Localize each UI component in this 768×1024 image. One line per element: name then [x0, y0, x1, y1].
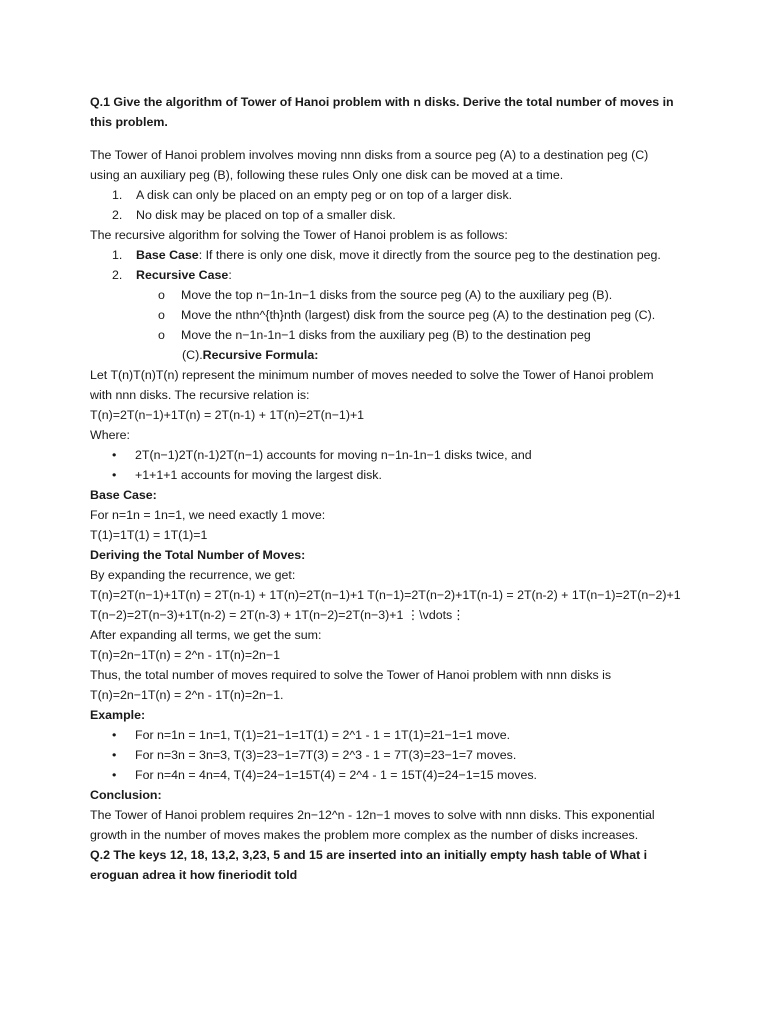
- list-item-text: For n=4n = 4n=4, T(4)=24−1=15T(4) = 2^4 - 1 = 15T(4)=24−1=15 moves.: [135, 768, 537, 782]
- example-heading: Example:: [90, 708, 146, 722]
- sub-step-1: [90, 285, 680, 305]
- sub-step-3: [90, 325, 680, 345]
- base-case-line1: For n=1n = 1n=1, we need exactly 1 move:: [90, 508, 326, 522]
- rule-number: 2.: [112, 208, 123, 222]
- list-item-text: +1+1+1 accounts for moving the largest disk.: [135, 468, 382, 482]
- base-case-text: : If there is only one disk, move it directly from the source peg to the destination peg.: [198, 248, 661, 262]
- deriving-line3: T(n−2)=2T(n−3)+1T(n-2) = 2T(n-3) + 1T(n−2)=2T(n−3)+1 ⋮\vdots⋮: [90, 608, 465, 622]
- formula-equation: T(n)=2T(n−1)+1T(n) = 2T(n-1) + 1T(n)=2T(n−1)+1: [90, 408, 365, 422]
- q2-heading-line1: Q.2 The keys 12, 18, 13,2, 3,23, 5 and 15 are inserted into an initially empty hash table of What i: [90, 848, 648, 862]
- sub-step-2: [90, 305, 680, 325]
- formula-line1: Let T(n)T(n)T(n) represent the minimum number of moves needed to solve the Tower of Hanoi problem: [90, 368, 654, 382]
- bullet-icon: •: [112, 748, 117, 762]
- recursive-case-text: :: [228, 268, 232, 282]
- conclusion-line2: growth in the number of moves makes the problem more complex as the number of disks increases.: [90, 828, 639, 842]
- where-label: Where:: [90, 428, 130, 442]
- sub-step-text: Move the top n−1n-1n−1 disks from the source peg (A) to the auxiliary peg (B).: [181, 288, 613, 302]
- sub-step-text: (C).: [182, 348, 203, 362]
- rule-item-2: [90, 205, 680, 225]
- list-item-text: 2T(n−1)2T(n-1)2T(n−1) accounts for moving n−1n-1n−1 disks twice, and: [135, 448, 532, 462]
- hollow-bullet-icon: o: [158, 288, 165, 302]
- item-number: 2.: [112, 268, 123, 282]
- q1-heading-line1: Q.1 Give the algorithm of Tower of Hanoi problem with n disks. Derive the total number of moves in: [90, 95, 674, 109]
- deriving-line7: T(n)=2n−1T(n) = 2^n - 1T(n)=2n−1.: [90, 688, 284, 702]
- bullet-icon: •: [112, 468, 117, 482]
- rule-text: A disk can only be placed on an empty peg or on top of a larger disk.: [136, 188, 513, 202]
- recursive-case-label: Recursive Case: [136, 268, 229, 282]
- q1-heading: [90, 92, 680, 132]
- bullet-icon: •: [112, 768, 117, 782]
- deriving-line6: Thus, the total number of moves required to solve the Tower of Hanoi problem with nnn disks is: [90, 668, 612, 682]
- algorithm-intro: The recursive algorithm for solving the Tower of Hanoi problem is as follows:: [90, 228, 508, 242]
- list-item: [90, 725, 680, 745]
- item-number: 1.: [112, 248, 123, 262]
- sub-step-text: Move the n−1n-1n−1 disks from the auxiliary peg (B) to the destination peg: [181, 328, 591, 342]
- base-case-label: Base Case: [136, 248, 199, 262]
- deriving-line1: By expanding the recurrence, we get:: [90, 568, 296, 582]
- intro-line1: The Tower of Hanoi problem involves moving nnn disks from a source peg (A) to a destination peg (C): [90, 148, 649, 162]
- base-case-heading: Base Case:: [90, 488, 157, 502]
- rule-number: 1.: [112, 188, 123, 202]
- base-case-line2: T(1)=1T(1) = 1T(1)=1: [90, 528, 208, 542]
- conclusion-line1: The Tower of Hanoi problem requires 2n−12^n - 12n−1 moves to solve with nnn disks. This exponential: [90, 808, 655, 822]
- deriving-line4: After expanding all terms, we get the sum:: [90, 628, 322, 642]
- list-item-text: For n=1n = 1n=1, T(1)=21−1=1T(1) = 2^1 - 1 = 1T(1)=21−1=1 move.: [135, 728, 511, 742]
- list-item-text: For n=3n = 3n=3, T(3)=23−1=7T(3) = 2^3 - 1 = 7T(3)=23−1=7 moves.: [135, 748, 517, 762]
- q2-heading-line2: eroguan adrea it how fineriodit told: [90, 868, 298, 882]
- deriving-line2: T(n)=2T(n−1)+1T(n) = 2T(n-1) + 1T(n)=2T(n−1)+1 T(n−1)=2T(n−2)+1T(n-1) = 2T(n-2) + 1T(n−1)=2T(n−2)+1: [90, 588, 681, 602]
- rule-item-1: [90, 185, 680, 205]
- bullet-icon: •: [112, 448, 117, 462]
- sub-step-text: Move the nthn^{th}nth (largest) disk from the source peg (A) to the destination peg (C).: [181, 308, 656, 322]
- intro-line2: using an auxiliary peg (B), following these rules Only one disk can be moved at a time.: [90, 168, 564, 182]
- base-case-item: [90, 245, 680, 265]
- deriving-heading: Deriving the Total Number of Moves:: [90, 548, 306, 562]
- bullet-icon: •: [112, 728, 117, 742]
- list-item: [90, 465, 680, 485]
- recursive-formula-heading: Recursive Formula:: [202, 348, 319, 362]
- conclusion-heading: Conclusion:: [90, 788, 162, 802]
- recursive-case-item: [90, 265, 680, 285]
- list-item: [90, 445, 680, 465]
- deriving-line5: T(n)=2n−1T(n) = 2^n - 1T(n)=2n−1: [90, 648, 281, 662]
- q1-heading-line2: this problem.: [90, 115, 168, 129]
- answer-body: [90, 145, 680, 885]
- hollow-bullet-icon: o: [158, 328, 165, 342]
- rule-text: No disk may be placed on top of a smaller disk.: [136, 208, 396, 222]
- sub-step-3-continued: [90, 345, 680, 365]
- formula-line2: with nnn disks. The recursive relation is:: [90, 388, 310, 402]
- hollow-bullet-icon: o: [158, 308, 165, 322]
- list-item: [90, 765, 680, 785]
- list-item: [90, 745, 680, 765]
